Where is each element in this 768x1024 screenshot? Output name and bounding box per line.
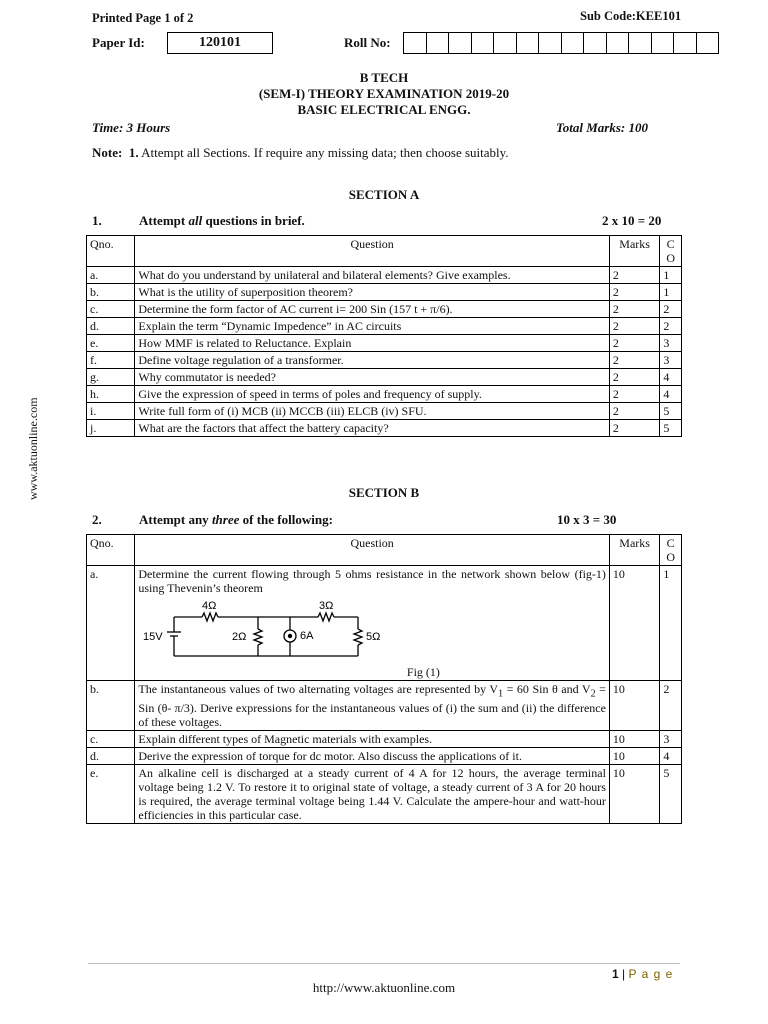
row-co: 1 xyxy=(660,284,682,301)
row-co: 4 xyxy=(660,748,682,765)
question-text-part: = 60 Sin θ and V xyxy=(503,682,591,696)
row-marks: 2 xyxy=(609,352,659,369)
roll-no-cell xyxy=(628,32,652,54)
total-marks: Total Marks: 100 xyxy=(556,120,648,135)
row-question: Why commutator is needed? xyxy=(135,369,610,386)
circuit-label-r1: 4Ω xyxy=(202,600,217,612)
instruction-emphasis: three xyxy=(211,512,240,527)
instruction-post: of the following: xyxy=(239,512,333,527)
instruction-pre: Attempt xyxy=(139,213,189,228)
section-a-instruction xyxy=(139,213,305,229)
roll-no-cell xyxy=(516,32,540,54)
section-b-table xyxy=(86,534,682,824)
row-question: Explain different types of Magnetic materials with examples. xyxy=(135,731,610,748)
table-row xyxy=(87,267,682,284)
row-question: Derive the expression of torque for dc motor. Also discuss the applications of it. xyxy=(135,748,610,765)
roll-no-cell xyxy=(448,32,472,54)
table-row xyxy=(87,566,682,681)
note-number: 1. xyxy=(128,145,139,160)
roll-no-cell xyxy=(606,32,630,54)
row-qno: h. xyxy=(87,386,135,403)
row-question: Define voltage regulation of a transformer. xyxy=(135,352,610,369)
row-qno: b. xyxy=(87,284,135,301)
row-co: 3 xyxy=(660,731,682,748)
table-row xyxy=(87,420,682,437)
row-qno: a. xyxy=(87,267,135,284)
row-qno: c. xyxy=(87,731,135,748)
roll-no-cell xyxy=(561,32,585,54)
section-a-table xyxy=(86,235,682,437)
roll-no-cell xyxy=(583,32,607,54)
row-marks: 2 xyxy=(609,386,659,403)
row-co: 4 xyxy=(660,369,682,386)
table-row xyxy=(87,386,682,403)
section-a-marks: 2 x 10 = 20 xyxy=(602,213,662,228)
row-co: 5 xyxy=(660,765,682,824)
row-qno: f. xyxy=(87,352,135,369)
col-marks: Marks xyxy=(609,535,659,566)
circuit-label-current: 6A xyxy=(300,630,314,642)
question-text-part: = Sin (θ- π/3). Derive expressions for the instantaneous values of (i) the sum and (ii) the difference of these voltages. xyxy=(138,682,606,730)
table-row xyxy=(87,369,682,386)
page-separator: | xyxy=(618,967,629,981)
note-label: Note: xyxy=(92,145,123,160)
table-row xyxy=(87,301,682,318)
row-qno: g. xyxy=(87,369,135,386)
row-question: Give the expression of speed in terms of poles and frequency of supply. xyxy=(135,386,610,403)
table-row xyxy=(87,284,682,301)
side-watermark: www.aktuonline.com xyxy=(26,397,40,500)
page-number: 1 xyxy=(612,967,619,981)
row-co: 5 xyxy=(660,403,682,420)
row-qno: j. xyxy=(87,420,135,437)
table-row xyxy=(87,748,682,765)
table-row xyxy=(87,765,682,824)
circuit-diagram xyxy=(138,595,388,665)
current-source-dot xyxy=(288,634,292,638)
row-question: Write full form of (i) MCB (ii) MCCB (iii) ELCB (iv) SFU. xyxy=(135,403,610,420)
row-question: What are the factors that affect the battery capacity? xyxy=(135,420,610,437)
table-row xyxy=(87,681,682,731)
circuit-label-voltage: 15V xyxy=(143,631,163,643)
col-marks: Marks xyxy=(609,236,659,267)
row-question: Explain the term “Dynamic Impedence” in AC circuits xyxy=(135,318,610,335)
col-qno: Qno. xyxy=(87,236,135,267)
footer-url: http://www.aktuonline.com xyxy=(312,980,456,995)
section-b-instruction xyxy=(139,512,333,528)
row-marks: 2 xyxy=(609,420,659,437)
roll-no-cell xyxy=(673,32,697,54)
instruction-emphasis: all xyxy=(188,213,203,228)
col-question: Question xyxy=(135,236,610,267)
paper-id-box: 120101 xyxy=(167,32,273,54)
course-title: B TECH xyxy=(359,70,409,85)
section-b-heading: SECTION B xyxy=(348,485,420,500)
roll-no-cell xyxy=(538,32,562,54)
row-question: What is the utility of superposition theorem? xyxy=(135,284,610,301)
printed-page-label: Printed Page 1 of 2 xyxy=(92,11,194,25)
row-qno: e. xyxy=(87,335,135,352)
row-question: Determine the form factor of AC current i= 200 Sin (157 t + π/6). xyxy=(135,301,610,318)
subscript: 2 xyxy=(590,688,596,700)
row-marks: 2 xyxy=(609,267,659,284)
row-marks: 2 xyxy=(609,403,659,420)
row-co: 2 xyxy=(660,318,682,335)
row-marks: 2 xyxy=(609,335,659,352)
row-marks: 2 xyxy=(609,284,659,301)
row-co: 3 xyxy=(660,352,682,369)
subscript: 1 xyxy=(498,688,504,700)
row-question: An alkaline cell is discharged at a steady current of 4 A for 12 hours, the average terminal voltage being 1.2 V. To restore it to original state of voltage, a steady current of 3 A for 20 hours is required, the average terminal voltage being 1.44 V. Calculate the ampere-hour and watt-hour efficiencies in this particular case. xyxy=(135,765,610,824)
table-row xyxy=(87,731,682,748)
exam-title: (SEM-I) THEORY EXAMINATION 2019-20 xyxy=(258,86,510,101)
row-marks: 10 xyxy=(609,748,659,765)
roll-no-label: Roll No: xyxy=(344,35,391,50)
roll-no-cell xyxy=(696,32,720,54)
row-co: 1 xyxy=(660,267,682,284)
roll-no-cell xyxy=(493,32,517,54)
roll-no-boxes xyxy=(404,32,719,54)
row-co: 5 xyxy=(660,420,682,437)
figure-caption: Fig (1) xyxy=(406,665,440,679)
row-marks: 2 xyxy=(609,318,659,335)
table-row xyxy=(87,352,682,369)
roll-no-cell xyxy=(651,32,675,54)
row-co: 2 xyxy=(660,681,682,731)
table-row xyxy=(87,335,682,352)
row-question: How MMF is related to Reluctance. Explain xyxy=(135,335,610,352)
section-a-qnum: 1. xyxy=(92,213,102,228)
col-question: Question xyxy=(135,535,610,566)
row-marks: 10 xyxy=(609,765,659,824)
page-indicator xyxy=(612,967,673,981)
row-qno: d. xyxy=(87,318,135,335)
section-b-marks: 10 x 3 = 30 xyxy=(557,512,617,527)
row-question: What do you understand by unilateral and bilateral elements? Give examples. xyxy=(135,267,610,284)
row-co: 4 xyxy=(660,386,682,403)
row-marks: 10 xyxy=(609,731,659,748)
roll-no-cell xyxy=(426,32,450,54)
instruction-post: questions in brief. xyxy=(202,213,305,228)
section-a-heading: SECTION A xyxy=(348,187,420,202)
col-qno: Qno. xyxy=(87,535,135,566)
note-text: Attempt all Sections. If require any missing data; then choose suitably. xyxy=(141,145,509,160)
footer-divider xyxy=(88,963,680,964)
subject-code: Sub Code:KEE101 xyxy=(580,9,682,23)
circuit-label-r4: 5Ω xyxy=(366,631,381,643)
row-qno: d. xyxy=(87,748,135,765)
section-b-qnum: 2. xyxy=(92,512,102,527)
roll-no-cell xyxy=(471,32,495,54)
table-row xyxy=(87,318,682,335)
col-co: C O xyxy=(660,535,682,566)
row-marks: 2 xyxy=(609,301,659,318)
row-qno: a. xyxy=(87,566,135,681)
col-co: C O xyxy=(660,236,682,267)
row-qno: i. xyxy=(87,403,135,420)
question-text-part: The instantaneous values of two alternating voltages are represented by V xyxy=(138,682,499,696)
note xyxy=(92,145,509,161)
row-question-text: Determine the current flowing through 5 ohms resistance in the network shown below (fig-1) using Thevenin’s theorem xyxy=(138,567,606,595)
row-co: 3 xyxy=(660,335,682,352)
row-qno: c. xyxy=(87,301,135,318)
row-marks: 10 xyxy=(609,681,659,731)
row-question xyxy=(135,681,610,731)
roll-no-cell xyxy=(403,32,427,54)
instruction-pre: Attempt any xyxy=(139,512,212,527)
subject-title: BASIC ELECTRICAL ENGG. xyxy=(297,102,471,117)
page-word: P a g e xyxy=(628,967,674,981)
time-allowed: Time: 3 Hours xyxy=(92,120,171,135)
row-co: 1 xyxy=(660,566,682,681)
circuit-label-r3: 2Ω xyxy=(232,631,247,643)
row-qno: e. xyxy=(87,765,135,824)
row-marks: 2 xyxy=(609,369,659,386)
circuit-label-r2: 3Ω xyxy=(319,600,334,612)
table-row xyxy=(87,403,682,420)
row-question xyxy=(135,566,610,681)
row-qno: b. xyxy=(87,681,135,731)
table-header-row xyxy=(87,535,682,566)
table-header-row xyxy=(87,236,682,267)
paper-id-label: Paper Id: xyxy=(92,35,145,50)
row-co: 2 xyxy=(660,301,682,318)
row-marks: 10 xyxy=(609,566,659,681)
